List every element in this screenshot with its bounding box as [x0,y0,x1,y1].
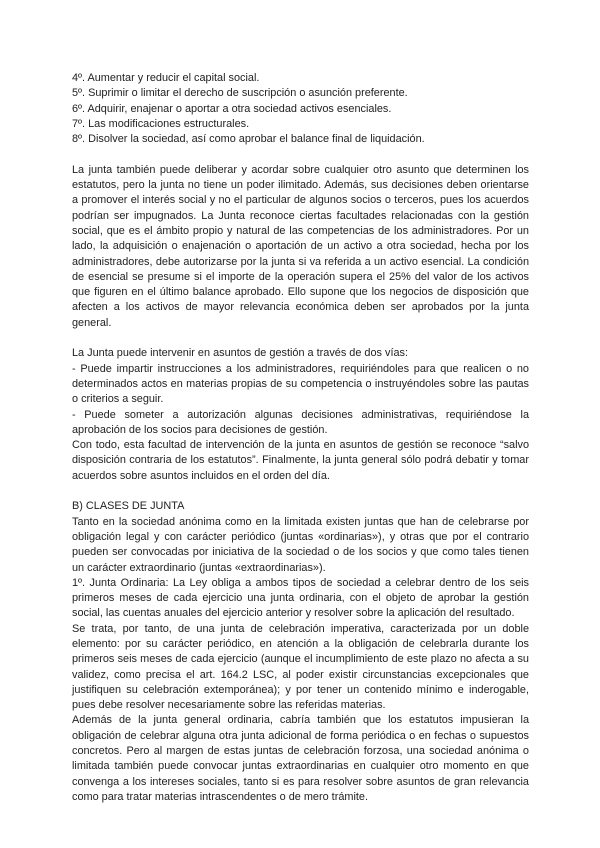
paragraph-management-point-1: - Puede impartir instrucciones a los administradores, requiriéndoles para que realicen o no determinados actos en materias propias de su competencia o instruyéndoles sobre las pautas o criterios a seguir. [72,362,529,406]
list-item: 5º. Suprimir o limitar el derecho de suscripción o asunción preferente. [72,87,408,100]
powers-list [72,71,529,147]
list-item: 8º. Disolver la sociedad, así como aprobar el balance final de liquidación. [72,133,425,146]
paragraph-classes-intro: Tanto en la sociedad anónima como en la limitada existen juntas que han de celebrarse por obligación legal y con carácter periódico (juntas «ordinarias»), y otras que por el contrario pueden ser convocadas por iniciativa de la sociedad o de los socios y que como tales tienen un carácter extraordinario (juntas «extraordinarias»). [72,515,529,574]
spacer [72,484,529,499]
spacer [72,147,529,162]
list-item: 6º. Adquirir, enajenar o aportar a otra sociedad activos esenciales. [72,102,392,115]
paragraph-management-point-2: - Puede someter a autorización algunas decisiones administrativas, requiriéndose la aprobación de los socios para decisiones de gestión. [72,408,529,436]
paragraph-management-intro: La Junta puede intervenir en asuntos de gestión a través de dos vías: [72,347,409,360]
paragraph-extraordinary-juntas: Además de la junta general ordinaria, cabría también que los estatutos impusieran la obligación de celebrar alguna otra junta adicional de forma periódica o en fechas o supuestos concretos. Pero al margen de estas juntas de celebración forzosa, una sociedad anónima o limitada también puede convocar juntas extraordinarias en cualquier otro momento en que convenga a los intereses sociales, tanto si es para resolver sobre asuntos de gran relevancia como para tratar materias intrascendentes o de mero trámite. [72,714,529,803]
paragraph-management-close: Con todo, esta facultad de intervención de la junta en asuntos de gestión se reconoce “salvo disposición contraria de los estatutos”. Finalmente, la junta general sólo podrá debatir y tomar acuerdos sobre asuntos incluidos en el orden del día. [72,439,529,482]
paragraph-general-powers: La junta también puede deliberar y acordar sobre cualquier otro asunto que determinen los estatutos, pero la junta no tiene un poder ilimitado. Además, sus decisiones deben orientarse a promover el interés social y no el particular de algunos socios o terceros, pues los acuerdos podrían ser impugnados. La Junta reconoce ciertas facultades relacionadas con la gestión social, que es el ámbito propio y natural de las competencias de los administradores. Por un lado, la adquisición o enajenación o aportación de un activo a otra sociedad, hecha por los administradores, debe autorizarse por la junta si va referida a un activo esencial. La condición de esencial se presume si el importe de la operación supera el 25% del valor de los activos que figuren en el último balance aprobado. Ello supone que los negocios de disposición que afecten a los activos de mayor relevancia económica deben ser aprobados por la junta general. [72,163,529,329]
list-item: 7º. Las modificaciones estructurales. [72,117,250,130]
document-page [72,71,529,805]
section-heading: B) CLASES DE JUNTA [72,500,185,513]
paragraph-ordinary-junta: 1º. Junta Ordinaria: La Ley obliga a ambos tipos de sociedad a celebrar dentro de los seis primeros meses de cada ejercicio una junta ordinaria, con el objeto de aprobar la gestión social, las cuentas anuales del ejercicio anterior y resolver sobre la aplicación del resultado. [72,576,529,620]
paragraph-ordinary-elements: Se trata, por tanto, de una junta de celebración imperativa, caracterizada por un doble elemento: por su carácter periódico, en atención a la obligación de celebrarla durante los primeros seis meses de cada ejercicio (aunque el incumplimiento de este plazo no afecta a su validez, como precisa el art. 164.2 LSC, al poder existir circunstancias excepcionales que justifiquen su celebración extemporánea); y por tener un contenido mínimo e inderogable, pues debe resolver necesariamente sobre las referidas materias. [72,622,529,712]
list-item: 4º. Aumentar y reducir el capital social. [72,72,260,84]
spacer [72,331,529,346]
